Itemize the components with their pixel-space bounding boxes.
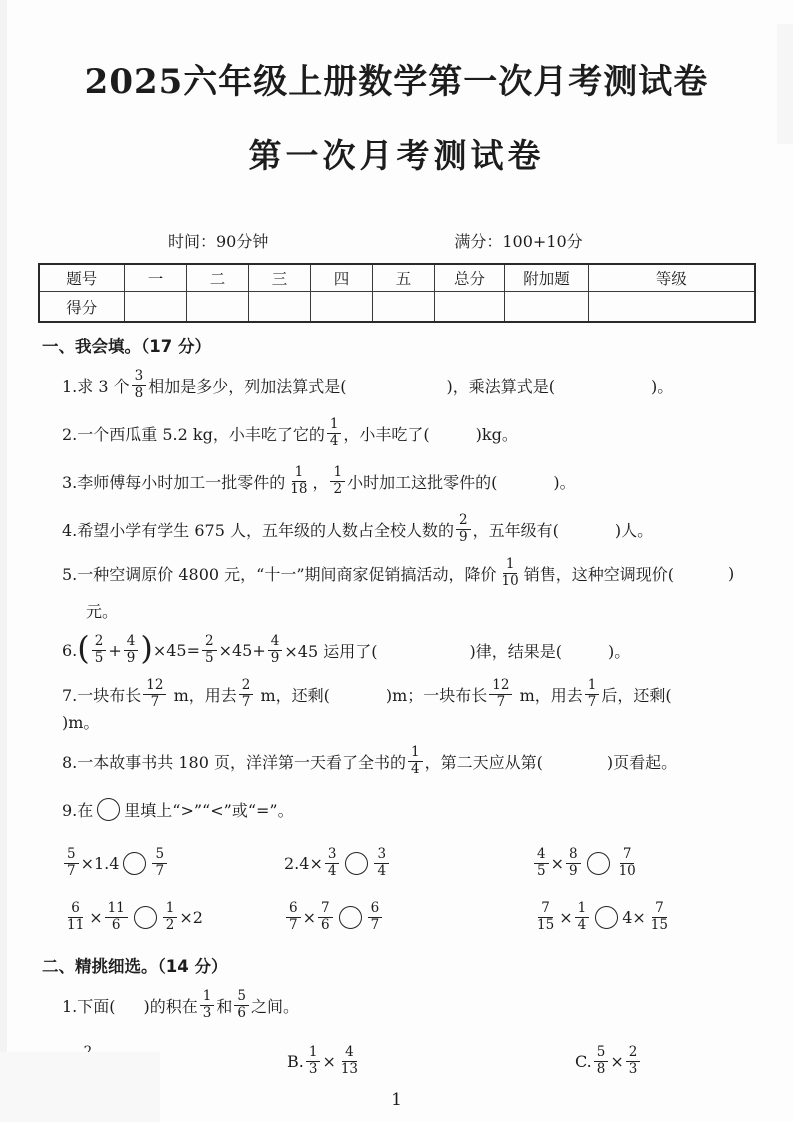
score-table-header-cell: 总分 [435, 264, 505, 292]
scan-edge-shade-bottom [0, 1052, 160, 1122]
compare-circle [339, 906, 362, 929]
page-number: 1 [391, 1090, 402, 1110]
fraction: $\frac{8}{9}$ [566, 847, 581, 879]
fraction: $\frac{7}{15}$ [537, 900, 555, 933]
score-row-label: 得分 [39, 292, 125, 323]
paper-subtitle: 第一次月考测试卷 [248, 136, 545, 175]
text-run: )律，结果是( [469, 641, 562, 661]
fraction: $\frac{1}{3}$ [200, 989, 215, 1021]
text-run: 7.一块布长 [62, 685, 142, 705]
text-run: ×45+ [218, 640, 266, 660]
score-table-header-cell: 五 [373, 264, 435, 292]
fraction: $\frac{1}{18}$ [290, 463, 308, 497]
text-run: 9.在 [62, 800, 94, 820]
compare-expression [284, 843, 532, 883]
text-run: 4.希望小学有学生 675 人，五年级的人数占全校人数的 [62, 520, 454, 540]
text-run: 1.下面( [62, 996, 116, 1016]
fraction: $\frac{11}{6}$ [105, 901, 128, 933]
text-run: 2.4× [284, 853, 323, 873]
text-run: + [108, 640, 122, 660]
fraction: $\frac{3}{4}$ [374, 847, 389, 879]
fraction: $\frac{7}{15}$ [650, 900, 668, 933]
compare-expression [284, 897, 532, 937]
question-4 [62, 509, 765, 549]
fraction: $\frac{6}{7}$ [286, 901, 301, 933]
answer-blank [674, 572, 728, 574]
fraction: $\frac{2}{5}$ [202, 634, 217, 666]
text-run: 5.一种空调原价 4800 元，“十一”期间商家促销搞活动，降价 [62, 564, 497, 584]
text-run: 销售，这种空调现价( [523, 564, 674, 584]
text-run: 3.李师傅每小时加工一批零件的 [62, 472, 286, 492]
text-run: )页看起。 [606, 752, 678, 772]
score-table-header-cell: 等级 [589, 264, 755, 292]
text-run: 小时加工这批零件的( [347, 472, 498, 492]
text-run: )人。 [614, 520, 654, 540]
score-table-score-row [39, 292, 755, 323]
text-run: 相加是多少，列加法算式是( [148, 376, 347, 396]
score-table-header-cell: 题号 [39, 264, 125, 292]
compare-circle [123, 852, 146, 875]
big-paren: ) [140, 629, 153, 668]
text-run: ，小丰吃了( [343, 424, 430, 444]
fraction: $\frac{2}{9}$ [456, 513, 471, 545]
section2-question-1 [62, 985, 765, 1025]
question-8 [62, 741, 765, 781]
fraction: $\frac{5}{7}$ [152, 847, 167, 879]
fraction: $\frac{6}{11}$ [67, 900, 85, 933]
score-table-header-cell: 四 [311, 264, 373, 292]
text-run: 1.求 3 个 [62, 376, 130, 396]
text-run: × [559, 907, 573, 927]
compare-row-1 [0, 843, 793, 883]
compare-expression [62, 843, 284, 883]
score-cell-empty [187, 292, 249, 323]
text-run: 2.一个西瓜重 5.2 kg，小丰吃了它的 [62, 424, 325, 444]
text-run: ×45 运用了( [284, 641, 378, 661]
question-2 [62, 413, 765, 453]
compare-expression [532, 843, 793, 883]
text-run: × [302, 907, 316, 927]
text-run: 和 [216, 996, 233, 1016]
text-run: )。 [650, 376, 674, 396]
fraction: $\frac{5}{8}$ [594, 1045, 609, 1077]
answer-blank [346, 384, 446, 386]
score-cell-empty [505, 292, 589, 323]
question-5 [62, 557, 765, 622]
text-run: 8.一本故事书共 180 页，洋洋第一天看了全书的 [62, 752, 406, 772]
answer-blank [430, 432, 476, 434]
fraction: $\frac{3}{4}$ [325, 847, 340, 879]
text-run: )kg。 [475, 424, 518, 444]
fraction: $\frac{7}{10}$ [618, 846, 636, 879]
fraction: $\frac{2}{7}$ [239, 678, 254, 710]
paper-title: 2025六年级上册数学第一次月考测试卷 [84, 62, 709, 102]
text-run: 后，还剩( [601, 685, 672, 705]
text-run: )，乘法算式是( [446, 376, 555, 396]
answer-blank [543, 760, 607, 762]
fraction: $\frac{1}{2}$ [330, 465, 345, 497]
compare-circle [97, 798, 120, 821]
text-run: )m。 [62, 713, 100, 733]
question-6 [62, 630, 765, 670]
text-run: ，五年级有( [472, 520, 559, 540]
fraction: $\frac{1}{4}$ [408, 745, 423, 777]
text-run: 之间。 [250, 996, 299, 1016]
text-run: C. [575, 1051, 592, 1071]
text-run: × [610, 1051, 624, 1071]
fraction: $\frac{4}{13}$ [340, 1044, 359, 1077]
full-score-label: 满分：100+10分 [454, 232, 583, 251]
score-cell-empty [373, 292, 435, 323]
text-run: ， [312, 472, 329, 492]
answer-blank [116, 1004, 144, 1006]
text-run: 6. [62, 640, 78, 660]
compare-expression [62, 897, 284, 937]
answer-blank [559, 528, 615, 530]
score-cell-empty [589, 292, 755, 323]
text-run: ×1.4 [80, 853, 120, 873]
text-run: )m；一块布长 [385, 685, 488, 705]
score-table-header-cell: 二 [187, 264, 249, 292]
fraction: $\frac{4}{9}$ [124, 634, 139, 666]
fraction: $\frac{1}{2}$ [163, 901, 178, 933]
fraction: $\frac{6}{7}$ [368, 901, 383, 933]
text-run: m，用去 [168, 685, 237, 705]
text-run: 元。 [86, 602, 119, 622]
score-table [38, 263, 756, 323]
text-run: ，第二天应从第( [424, 752, 543, 772]
fraction: $\frac{1}{7}$ [585, 678, 600, 710]
time-limit-label: 时间：90分钟 [168, 232, 269, 251]
fraction: $\frac{12}{7}$ [489, 678, 512, 710]
big-paren: ( [77, 629, 90, 668]
fraction: $\frac{5}{7}$ [64, 847, 79, 879]
compare-circle [134, 906, 157, 929]
text-run: × [550, 853, 564, 873]
answer-blank [672, 693, 728, 695]
text-run: 4× [622, 907, 646, 927]
fraction: $\frac{7}{6}$ [318, 901, 333, 933]
section-2-heading: 二、精挑细选。（14 分） [42, 957, 228, 977]
option-c [575, 1041, 793, 1081]
answer-blank [555, 384, 651, 386]
paper-meta-row [0, 229, 793, 252]
question-9 [62, 789, 765, 829]
fraction: $\frac{1}{10}$ [501, 556, 519, 589]
text-run: ) [727, 563, 735, 583]
score-table-header-cell: 附加题 [505, 264, 589, 292]
text-run: )的积在 [143, 996, 198, 1016]
compare-circle [345, 852, 368, 875]
fraction: $\frac{1}{4}$ [327, 417, 342, 449]
text-run: ×2 [179, 907, 203, 927]
compare-circle [587, 852, 610, 875]
scan-edge-shade-left [0, 0, 7, 1122]
text-run: )。 [553, 472, 576, 492]
text-run: × [89, 907, 103, 927]
compare-expression [532, 897, 793, 937]
score-table-header-cell: 一 [125, 264, 187, 292]
text-run: ×45= [152, 640, 200, 660]
section-2-questions [0, 985, 793, 1025]
fraction: $\frac{4}{9}$ [268, 634, 283, 666]
fraction: $\frac{2}{3}$ [626, 1045, 641, 1077]
score-cell-empty [311, 292, 373, 323]
compare-circle [595, 906, 618, 929]
question-1 [62, 365, 765, 405]
fraction: $\frac{2}{5}$ [92, 634, 107, 666]
answer-blank [330, 693, 386, 695]
text-run: m，还剩( [255, 685, 330, 705]
answer-blank [377, 649, 469, 651]
score-cell-empty [125, 292, 187, 323]
question-7 [62, 678, 765, 733]
fraction: $\frac{1}{4}$ [575, 901, 590, 933]
answer-blank [497, 480, 553, 482]
answer-blank [562, 649, 608, 651]
section-1-heading: 一、我会填。（17 分） [42, 337, 211, 356]
question-3 [62, 461, 765, 501]
score-table-header-row [39, 264, 755, 292]
fraction: $\frac{5}{6}$ [234, 989, 249, 1021]
score-cell-empty [249, 292, 311, 323]
scan-edge-shade-right [777, 24, 793, 144]
text-run: B. [287, 1051, 304, 1071]
text-run: )。 [607, 641, 631, 661]
fraction: $\frac{4}{5}$ [534, 847, 549, 879]
text-run: m，用去 [514, 685, 583, 705]
text-run: × [322, 1051, 336, 1071]
fraction: $\frac{12}{7}$ [143, 678, 166, 710]
text-run: 里填上“>”“<”或“=”。 [124, 800, 294, 820]
section-1-questions [0, 365, 793, 829]
score-table-header-cell: 三 [249, 264, 311, 292]
compare-row-2 [0, 897, 793, 937]
score-cell-empty [435, 292, 505, 323]
fraction: $\frac{3}{8}$ [132, 369, 147, 401]
option-b [287, 1041, 575, 1081]
fraction: $\frac{1}{3}$ [306, 1045, 321, 1077]
